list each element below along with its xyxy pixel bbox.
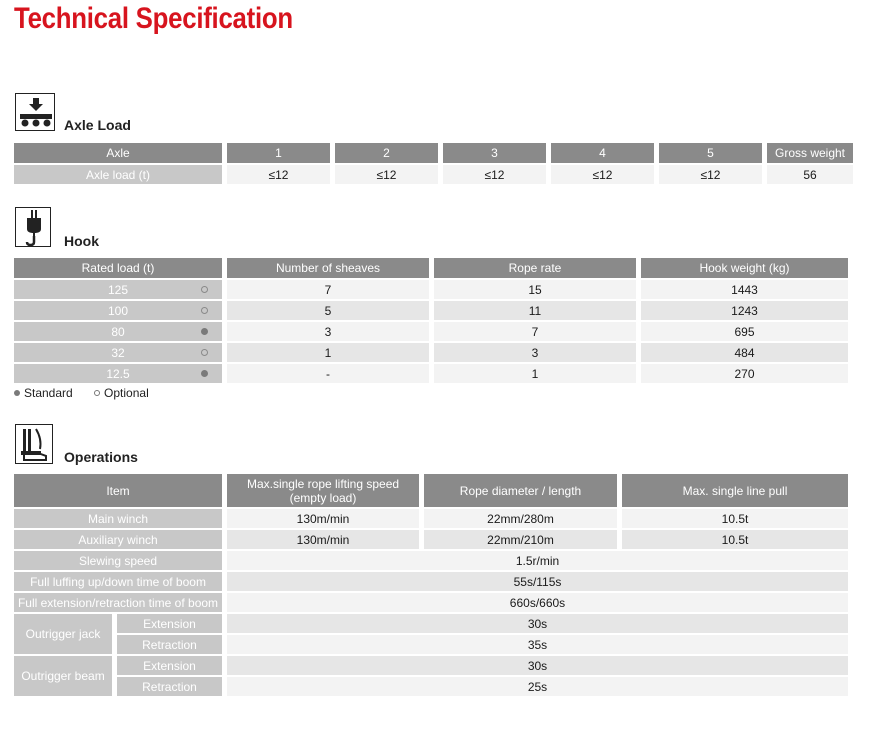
outrigger-beam-retraction-label: Retraction: [117, 677, 222, 696]
table-row: [14, 635, 848, 654]
standard-dot-icon: [201, 328, 208, 335]
table-row: [14, 593, 848, 612]
legend-optional: [94, 386, 149, 400]
operations-header-row: [14, 474, 848, 507]
optional-dot-icon: [201, 286, 208, 293]
outrigger-jack-retraction-value: 35s: [227, 635, 848, 654]
hook-sheaves: -: [227, 364, 429, 383]
hook-rope-rate: 15: [434, 280, 636, 299]
hook-rated-load: [14, 280, 222, 299]
outrigger-jack-extension-label: Extension: [117, 614, 222, 633]
table-row: [14, 280, 848, 299]
hook-rated-load-value: 125: [107, 282, 129, 297]
hook-weight: 484: [641, 343, 848, 362]
axle-load-row: [14, 165, 853, 184]
hook-table: [9, 256, 853, 385]
axle-header-row: [14, 143, 853, 163]
axle-load-icon: [15, 93, 55, 131]
table-row: [14, 364, 848, 383]
page-title: Technical Specification: [14, 2, 293, 35]
table-row: [14, 656, 848, 675]
axle-header-1: 1: [227, 143, 330, 163]
hook-rated-load-value: 100: [107, 303, 129, 318]
table-row: [14, 551, 848, 570]
axle-load-value-5: ≤12: [659, 165, 762, 184]
table-row: [14, 530, 848, 549]
axle-load-gross-weight: 56: [767, 165, 853, 184]
hook-sheaves: 1: [227, 343, 429, 362]
optional-dot-icon: [94, 390, 100, 396]
hook-rated-load: [14, 301, 222, 320]
axle-load-value-3: ≤12: [443, 165, 546, 184]
luffing-value: 55s/115s: [227, 572, 848, 591]
hook-legend: [14, 385, 167, 400]
standard-dot-icon: [14, 390, 20, 396]
table-row: [14, 343, 848, 362]
hook-weight: 1443: [641, 280, 848, 299]
outrigger-beam-retraction-value: 25s: [227, 677, 848, 696]
table-row: [14, 509, 848, 528]
axle-header-2: 2: [335, 143, 438, 163]
crane-operator-icon: [15, 424, 53, 464]
axle-load-value-1: ≤12: [227, 165, 330, 184]
outrigger-jack-retraction-label: Retraction: [117, 635, 222, 654]
main-winch-rope: 22mm/280m: [424, 509, 617, 528]
axle-header-5: 5: [659, 143, 762, 163]
table-row: [14, 301, 848, 320]
aux-winch-speed: 130m/min: [227, 530, 419, 549]
hook-weight: 270: [641, 364, 848, 383]
hook-rated-load-value: 12.5: [106, 366, 130, 381]
hook-sheaves: 7: [227, 280, 429, 299]
hook-rope-rate: 1: [434, 364, 636, 383]
axle-header-4: 4: [551, 143, 654, 163]
hook-header-rope-rate: Rope rate: [434, 258, 636, 278]
aux-winch-rope: 22mm/210m: [424, 530, 617, 549]
hook-weight: 695: [641, 322, 848, 341]
hook-sheaves: 3: [227, 322, 429, 341]
hook-rated-load: [14, 343, 222, 362]
hook-rope-rate: 7: [434, 322, 636, 341]
table-row: [14, 614, 848, 633]
boom-extension-label: Full extension/retraction time of boom: [14, 593, 222, 612]
aux-winch-label: Auxiliary winch: [14, 530, 222, 549]
table-row: [14, 677, 848, 696]
outrigger-beam-extension-label: Extension: [117, 656, 222, 675]
axle-load-row-label: Axle load (t): [14, 165, 222, 184]
operations-table: [9, 472, 853, 698]
hook-header-weight: Hook weight (kg): [641, 258, 848, 278]
operations-header-speed: Max.single rope lifting speed (empty load): [227, 474, 419, 507]
operations-header-rope: Rope diameter / length: [424, 474, 617, 507]
hook-header-rated-load: Rated load (t): [14, 258, 222, 278]
optional-dot-icon: [201, 307, 208, 314]
table-row: [14, 572, 848, 591]
aux-winch-pull: 10.5t: [622, 530, 848, 549]
axle-header-label: Axle: [14, 143, 222, 163]
hook-rated-load-value: 32: [111, 345, 125, 360]
operations-heading: Operations: [64, 449, 138, 465]
slewing-label: Slewing speed: [14, 551, 222, 570]
hook-header-row: [14, 258, 848, 278]
standard-dot-icon: [201, 370, 208, 377]
operations-header-pull: Max. single line pull: [622, 474, 848, 507]
optional-dot-icon: [201, 349, 208, 356]
luffing-label: Full luffing up/down time of boom: [14, 572, 222, 591]
axle-header-3: 3: [443, 143, 546, 163]
table-row: [14, 322, 848, 341]
outrigger-jack-extension-value: 30s: [227, 614, 848, 633]
axle-load-value-4: ≤12: [551, 165, 654, 184]
operations-header-item: Item: [14, 474, 222, 507]
hook-rated-load: [14, 364, 222, 383]
hook-icon: [15, 207, 51, 247]
slewing-value: 1.5r/min: [227, 551, 848, 570]
hook-weight: 1243: [641, 301, 848, 320]
axle-load-heading: Axle Load: [64, 117, 131, 133]
hook-rated-load-value: 80: [111, 324, 125, 339]
legend-optional-label: Optional: [104, 386, 149, 400]
legend-standard-label: Standard: [24, 386, 73, 400]
axle-load-value-2: ≤12: [335, 165, 438, 184]
main-winch-pull: 10.5t: [622, 509, 848, 528]
outrigger-beam-extension-value: 30s: [227, 656, 848, 675]
hook-sheaves: 5: [227, 301, 429, 320]
hook-rope-rate: 3: [434, 343, 636, 362]
hook-header-sheaves: Number of sheaves: [227, 258, 429, 278]
axle-header-gross-weight: Gross weight: [767, 143, 853, 163]
hook-heading: Hook: [64, 233, 99, 249]
boom-extension-value: 660s/660s: [227, 593, 848, 612]
legend-standard: [14, 386, 73, 400]
axle-load-table: [9, 141, 858, 186]
main-winch-speed: 130m/min: [227, 509, 419, 528]
hook-rope-rate: 11: [434, 301, 636, 320]
outrigger-beam-label: Outrigger beam: [14, 656, 112, 696]
hook-rated-load: [14, 322, 222, 341]
main-winch-label: Main winch: [14, 509, 222, 528]
outrigger-jack-label: Outrigger jack: [14, 614, 112, 654]
